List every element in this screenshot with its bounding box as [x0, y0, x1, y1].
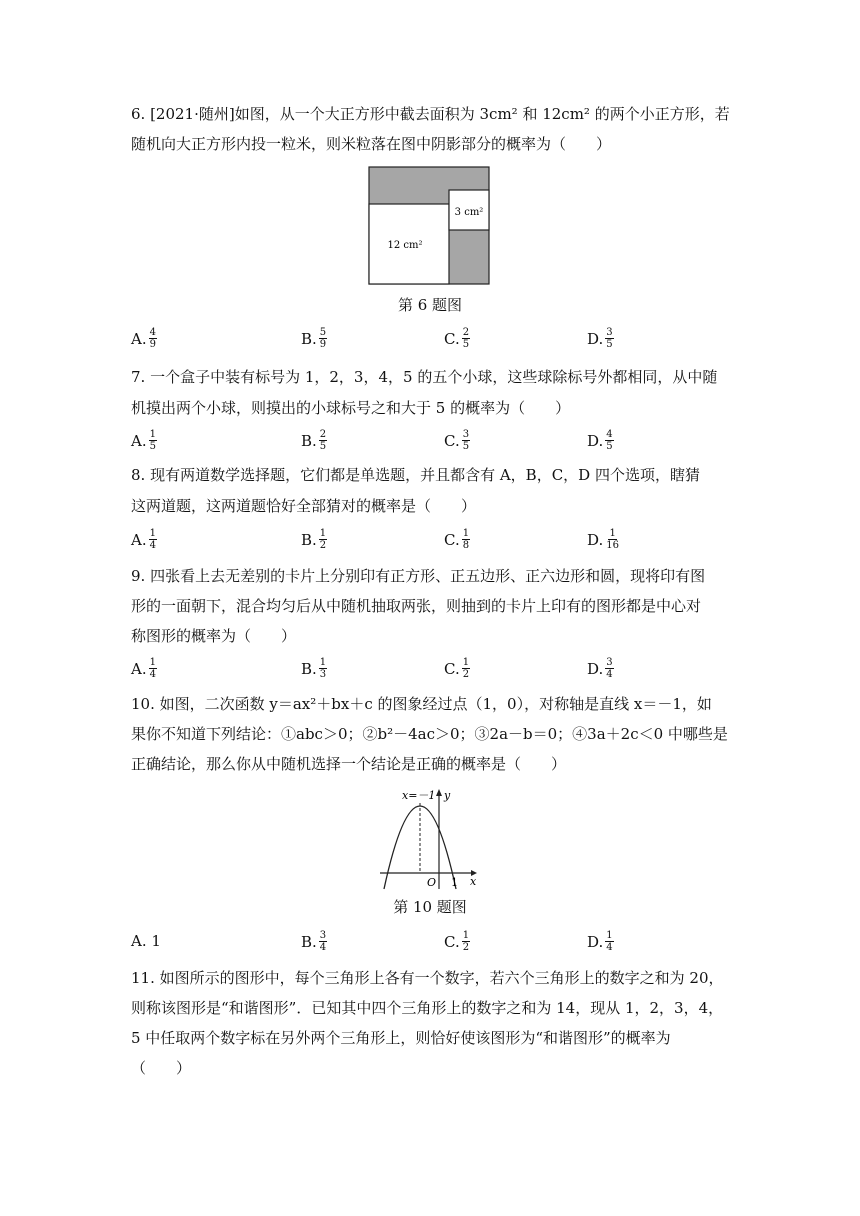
q11-text-line3: 5 中任取两个数字标在另外两个三角形上，则恰好使该图形为“和谐图形”的概率为 [131, 1029, 671, 1047]
option-letter: C. [444, 932, 460, 951]
q9-option-b [301, 657, 327, 680]
option-fraction [462, 657, 470, 680]
option-fraction [462, 327, 470, 350]
option-letter: B. [301, 932, 317, 951]
option-letter: A. [131, 530, 147, 549]
fraction-numerator: 3 [319, 930, 327, 941]
q6-option-b [301, 327, 327, 350]
q7-option-d [587, 429, 614, 452]
option-fraction [605, 930, 613, 953]
q8-text-line1: 8. 现有两道数学选择题，它们都是单选题，并且都含有 A，B，C，D 四个选项，瞎猜 [131, 466, 700, 484]
q11-text-line2: 则称该图形是“和谐图形”．已知其中四个三角形上的数字之和为 14，现从 1，2，3，4， [131, 999, 724, 1017]
fraction-denominator: 8 [462, 540, 470, 551]
fraction-denominator: 9 [319, 339, 327, 350]
fraction-numerator: 1 [149, 657, 156, 668]
option-fraction [319, 930, 327, 953]
q10-text-line3: 正确结论，那么你从中随机选择一个结论是正确的概率是（ ） [131, 755, 567, 773]
q11-text-line4: （ ） [131, 1059, 192, 1077]
option-letter: B. [301, 530, 317, 549]
fraction-numerator: 3 [606, 327, 613, 338]
fraction-denominator: 3 [319, 669, 327, 680]
q6-text-line1: 6. [2021·随州]如图，从一个大正方形中截去面积为 3cm² 和 12cm² 的两个小正方形，若 [131, 105, 730, 123]
option-letter: D. [587, 431, 604, 450]
q8-text-line2: 这两道题，这两道题恰好全部猜对的概率是（ ） [131, 497, 477, 515]
fraction-denominator: 2 [462, 942, 470, 953]
q9-option-c [444, 657, 470, 680]
option-letter: A. [131, 431, 147, 450]
fraction-numerator: 2 [462, 327, 470, 338]
q8-option-b [301, 528, 327, 551]
fraction-denominator: 9 [149, 339, 156, 350]
fraction-denominator: 5 [319, 441, 327, 452]
q10-caption: 第 10 题图 [393, 898, 467, 916]
option-fraction [149, 528, 157, 551]
fraction-denominator: 5 [462, 339, 470, 350]
q10-parabola-figure [378, 785, 484, 893]
q6-fig-label-big: 12 cm² [387, 240, 423, 251]
q6-caption: 第 6 题图 [397, 296, 463, 314]
fraction-denominator: 4 [149, 540, 156, 551]
option-fraction [605, 657, 613, 680]
option-fraction [149, 657, 157, 680]
option-fraction [149, 429, 157, 452]
q8-option-d [587, 528, 620, 551]
q7-option-c [444, 429, 470, 452]
fraction-denominator: 4 [319, 942, 327, 953]
fraction-denominator: 5 [462, 441, 470, 452]
option-fraction [319, 429, 327, 452]
q10-option-b [301, 930, 327, 953]
q9-text-line2: 形的一面朝下，混合均匀后从中随机抽取两张，则抽到的卡片上印有的图形都是中心对 [131, 597, 702, 615]
option-letter: B. [301, 329, 317, 348]
q7-option-b [301, 429, 327, 452]
fraction-denominator: 4 [149, 669, 156, 680]
fraction-numerator: 1 [149, 429, 156, 440]
option-letter: B. [301, 659, 317, 678]
fraction-numerator: 5 [319, 327, 327, 338]
fraction-numerator: 1 [149, 528, 156, 539]
q6-fig-label-small: 3 cm² [454, 207, 484, 218]
option-letter: A. [131, 659, 147, 678]
fraction-denominator: 2 [462, 669, 470, 680]
option-letter: D. [587, 659, 604, 678]
q6-option-d [587, 327, 614, 350]
fraction-denominator: 4 [606, 669, 613, 680]
q9-text-line1: 9. 四张看上去无差别的卡片上分别印有正方形、正五边形、正六边形和圆，现将印有图 [131, 567, 706, 585]
fraction-numerator: 1 [462, 657, 470, 668]
q10-fig-y-label: y [444, 789, 451, 802]
option-fraction [149, 327, 157, 350]
option-fraction [462, 429, 470, 452]
option-letter: A. [131, 329, 147, 348]
fraction-denominator: 5 [606, 441, 613, 452]
q10-option-c [444, 930, 470, 953]
fraction-denominator: 2 [319, 540, 327, 551]
option-fraction [605, 429, 613, 452]
q10-fig-one-label: 1 [451, 876, 458, 889]
fraction-numerator: 2 [319, 429, 327, 440]
fraction-denominator: 5 [149, 441, 156, 452]
q6-text-line2: 随机向大正方形内投一粒米，则米粒落在图中阴影部分的概率为（ ） [131, 135, 612, 153]
option-fraction [605, 528, 620, 551]
option-fraction [319, 657, 327, 680]
q9-option-d [587, 657, 614, 680]
option-fraction [605, 327, 613, 350]
q8-option-c [444, 528, 470, 551]
option-letter: C. [444, 659, 460, 678]
option-letter: B. [301, 431, 317, 450]
fraction-denominator: 5 [606, 339, 613, 350]
q10-fig-axis-label: x=－1 [402, 789, 436, 802]
fraction-numerator: 1 [462, 528, 470, 539]
option-fraction [462, 930, 470, 953]
option-fraction [319, 327, 327, 350]
option-letter: C. [444, 431, 460, 450]
fraction-numerator: 3 [606, 657, 613, 668]
option-letter: D. [587, 329, 604, 348]
q11-text-line1: 11. 如图所示的图形中，每个三角形上各有一个数字，若六个三角形上的数字之和为 20， [131, 969, 724, 987]
q9-option-a [131, 657, 157, 680]
fraction-numerator: 1 [319, 528, 327, 539]
option-letter: D. [587, 530, 604, 549]
fraction-denominator: 4 [606, 942, 613, 953]
q10-option-a: A. 1 [131, 932, 161, 950]
fraction-numerator: 4 [149, 327, 156, 338]
fraction-numerator: 1 [319, 657, 327, 668]
q10-text-line1: 10. 如图，二次函数 y＝ax²＋bx＋c 的图象经过点（1，0），对称轴是直线 x＝－1，如 [131, 695, 712, 713]
fraction-denominator: 16 [606, 540, 619, 551]
option-letter: C. [444, 329, 460, 348]
q7-option-a [131, 429, 157, 452]
q10-fig-origin-label: O [427, 876, 437, 889]
q10-text-line2: 果你不知道下列结论：①abc＞0；②b²－4ac＞0；③2a－b＝0；④3a＋2c＜0 中哪些是 [131, 725, 728, 743]
option-letter: C. [444, 530, 460, 549]
q6-option-a [131, 327, 157, 350]
q7-text-line1: 7. 一个盒子中装有标号为 1，2，3，4，5 的五个小球，这些球除标号外都相同，从中随 [131, 368, 718, 386]
fraction-numerator: 3 [462, 429, 470, 440]
option-letter: D. [587, 932, 604, 951]
q8-option-a [131, 528, 157, 551]
fraction-numerator: 1 [609, 528, 616, 539]
q7-text-line2: 机摸出两个小球，则摸出的小球标号之和大于 5 的概率为（ ） [131, 399, 571, 417]
q10-fig-x-label: x [470, 875, 477, 888]
fraction-numerator: 1 [462, 930, 470, 941]
q6-square-figure [368, 166, 492, 286]
q10-option-d [587, 930, 614, 953]
option-fraction [319, 528, 327, 551]
q9-text-line3: 称图形的概率为（ ） [131, 627, 297, 645]
fraction-numerator: 1 [606, 930, 613, 941]
q6-option-c [444, 327, 470, 350]
fraction-numerator: 4 [606, 429, 613, 440]
option-fraction [462, 528, 470, 551]
